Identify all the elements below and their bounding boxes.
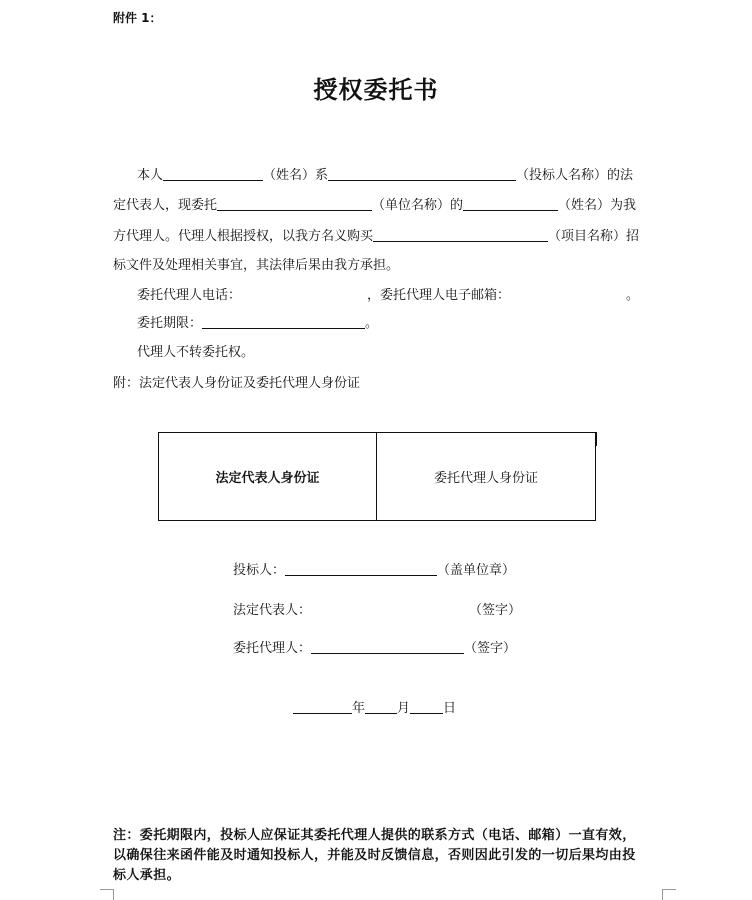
- bidder-label: 投标人：: [233, 563, 286, 578]
- year-blank: [293, 701, 352, 714]
- text-segment: 本人: [137, 168, 164, 183]
- attachment-label: 附件 1：: [113, 11, 162, 25]
- term-blank: [202, 316, 365, 329]
- agent-suffix: （签字）: [464, 641, 517, 656]
- agent-id-cell: 委托代理人身份证: [433, 471, 538, 486]
- paragraph-line-2: [113, 198, 636, 214]
- legal-rep-signature-line: [233, 602, 521, 619]
- legal-rep-suffix: （签字）: [469, 603, 522, 618]
- document-title: 授权委托书: [313, 76, 439, 104]
- attachments-note: 附：法定代表人身份证及委托代理人身份证: [113, 376, 361, 391]
- day-blank: [410, 701, 443, 714]
- text-segment: （项目名称）招: [548, 229, 640, 244]
- term-line-end: 。: [365, 316, 379, 331]
- bidder-signature-line: [233, 563, 515, 579]
- name-blank: [163, 168, 263, 181]
- email-label: ，委托代理人电子邮箱：: [367, 288, 511, 303]
- table-end-marker: [595, 432, 597, 446]
- text-segment: （投标人名称）的法: [516, 168, 634, 183]
- bidder-name-blank: [328, 168, 516, 181]
- contact-line: [137, 287, 639, 304]
- no-sub-delegation-line: 代理人不转委托权。: [137, 345, 255, 360]
- legal-rep-field: [311, 602, 469, 614]
- paragraph-line-3: [113, 229, 639, 245]
- agent-label: 委托代理人：: [233, 641, 312, 656]
- agent-name-blank: [463, 198, 558, 211]
- phone-label: 委托代理人电话：: [137, 288, 242, 303]
- agent-blank: [311, 641, 464, 654]
- phone-field: [241, 287, 367, 299]
- month-blank: [365, 701, 397, 714]
- legal-rep-label: 法定代表人：: [233, 603, 312, 618]
- footer-note-line-2: 以确保往来函件能及时通知投标人，并能及时反馈信息，否则因此引发的一切后果均由投: [113, 848, 636, 863]
- contact-line-end: 。: [626, 288, 640, 303]
- bidder-blank: [285, 563, 437, 576]
- margin-corner-mark: [100, 889, 114, 900]
- id-card-table: [158, 432, 596, 521]
- day-label: 日: [443, 701, 457, 716]
- text-segment: 方代理人。代理人根据授权，以我方名义购买: [113, 229, 374, 244]
- text-segment: （姓名）为我: [558, 198, 637, 213]
- margin-corner-mark: [662, 889, 676, 900]
- project-name-blank: [373, 229, 548, 242]
- month-label: 月: [397, 701, 411, 716]
- paragraph-line-1: [137, 168, 633, 184]
- legal-rep-id-cell: 法定代表人身份证: [159, 433, 377, 520]
- date-line: [293, 701, 456, 717]
- bidder-suffix: （盖单位章）: [437, 563, 516, 578]
- agent-signature-line: [233, 641, 516, 657]
- text-segment: （单位名称）的: [372, 198, 464, 213]
- footer-note-line-1: 注：委托期限内，投标人应保证其委托代理人提供的联系方式（电话、邮箱）一直有效，: [113, 828, 636, 843]
- text-segment: （姓名）系: [263, 168, 329, 183]
- term-label: 委托期限：: [137, 316, 203, 331]
- unit-name-blank: [217, 198, 372, 211]
- term-line: [137, 316, 378, 332]
- paragraph-line-4: 标文件及处理相关事宜，其法律后果由我方承担。: [113, 258, 400, 273]
- email-field: [510, 287, 626, 299]
- text-segment: 定代表人，现委托: [113, 198, 218, 213]
- year-label: 年: [352, 701, 366, 716]
- footer-note-line-3: 标人承担。: [113, 868, 181, 883]
